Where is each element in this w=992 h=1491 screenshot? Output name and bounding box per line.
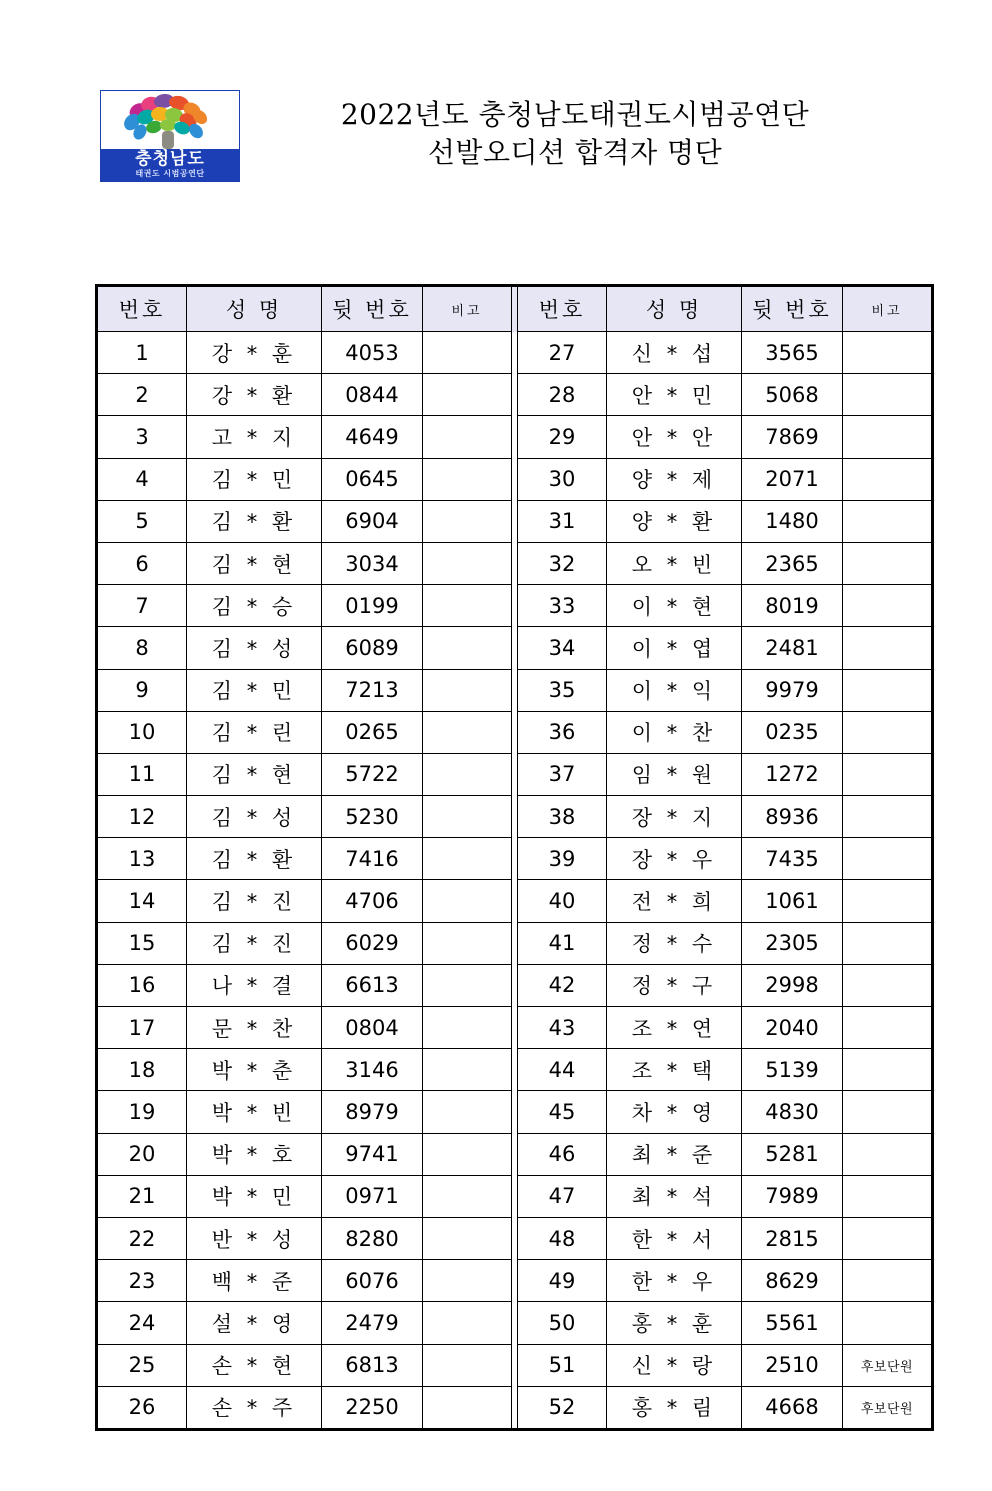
cell-no: 22 bbox=[97, 1217, 187, 1259]
cell-name: 전 * 희 bbox=[607, 880, 742, 922]
cell-note bbox=[843, 711, 933, 753]
cell-name: 김 * 현 bbox=[187, 753, 322, 795]
cell-note bbox=[423, 753, 512, 795]
cell-name: 김 * 진 bbox=[187, 922, 322, 964]
cell-num: 5281 bbox=[742, 1133, 843, 1175]
cell-name: 조 * 연 bbox=[607, 1007, 742, 1049]
cell-name: 김 * 진 bbox=[187, 880, 322, 922]
cell-no: 13 bbox=[97, 838, 187, 880]
cell-num: 2250 bbox=[322, 1386, 423, 1429]
cell-name: 이 * 현 bbox=[607, 585, 742, 627]
cell-name: 한 * 우 bbox=[607, 1260, 742, 1302]
table-row bbox=[97, 1133, 933, 1175]
cell-num: 6613 bbox=[322, 964, 423, 1006]
roster-table bbox=[95, 284, 934, 1431]
cell-name: 차 * 영 bbox=[607, 1091, 742, 1133]
cell-num: 9979 bbox=[742, 669, 843, 711]
cell-name: 조 * 택 bbox=[607, 1049, 742, 1091]
cell-num: 7989 bbox=[742, 1175, 843, 1217]
cell-note bbox=[423, 416, 512, 458]
cell-num: 7435 bbox=[742, 838, 843, 880]
cell-name: 김 * 현 bbox=[187, 542, 322, 584]
cell-note bbox=[843, 964, 933, 1006]
cell-no: 36 bbox=[518, 711, 607, 753]
logo-tree-icon bbox=[101, 91, 239, 151]
table-row bbox=[97, 880, 933, 922]
cell-no: 15 bbox=[97, 922, 187, 964]
cell-name: 문 * 찬 bbox=[187, 1007, 322, 1049]
cell-name: 정 * 구 bbox=[607, 964, 742, 1006]
cell-num: 1061 bbox=[742, 880, 843, 922]
cell-num: 5561 bbox=[742, 1302, 843, 1344]
cell-num: 1480 bbox=[742, 500, 843, 542]
table-body bbox=[97, 332, 933, 1430]
cell-name: 안 * 안 bbox=[607, 416, 742, 458]
cell-note bbox=[843, 1302, 933, 1344]
logo-banner-subtitle: 태권도 시범공연단 bbox=[135, 169, 205, 178]
cell-note bbox=[423, 1344, 512, 1386]
cell-num: 8629 bbox=[742, 1260, 843, 1302]
logo-banner bbox=[101, 149, 239, 181]
cell-name: 김 * 성 bbox=[187, 796, 322, 838]
cell-name: 최 * 준 bbox=[607, 1133, 742, 1175]
cell-name: 장 * 우 bbox=[607, 838, 742, 880]
table-row bbox=[97, 500, 933, 542]
cell-note bbox=[423, 1133, 512, 1175]
cell-note: 후보단원 bbox=[843, 1386, 933, 1429]
cell-name: 강 * 훈 bbox=[187, 332, 322, 374]
cell-no: 46 bbox=[518, 1133, 607, 1175]
cell-no: 17 bbox=[97, 1007, 187, 1049]
cell-num: 0265 bbox=[322, 711, 423, 753]
cell-note bbox=[423, 542, 512, 584]
cell-no: 6 bbox=[97, 542, 187, 584]
table-row bbox=[97, 1260, 933, 1302]
cell-num: 9741 bbox=[322, 1133, 423, 1175]
cell-num: 7416 bbox=[322, 838, 423, 880]
cell-num: 5722 bbox=[322, 753, 423, 795]
cell-note bbox=[423, 838, 512, 880]
cell-note bbox=[423, 1386, 512, 1429]
cell-num: 6813 bbox=[322, 1344, 423, 1386]
cell-note bbox=[843, 753, 933, 795]
cell-name: 강 * 환 bbox=[187, 374, 322, 416]
cell-note bbox=[843, 374, 933, 416]
cell-num: 5139 bbox=[742, 1049, 843, 1091]
table-row bbox=[97, 1007, 933, 1049]
cell-note bbox=[423, 796, 512, 838]
header-note-right: 비고 bbox=[843, 286, 933, 332]
cell-note bbox=[423, 1091, 512, 1133]
cell-name: 김 * 환 bbox=[187, 838, 322, 880]
cell-num: 4668 bbox=[742, 1386, 843, 1429]
cell-no: 24 bbox=[97, 1302, 187, 1344]
table-row bbox=[97, 1049, 933, 1091]
cell-num: 2815 bbox=[742, 1217, 843, 1259]
cell-note bbox=[843, 585, 933, 627]
cell-num: 8936 bbox=[742, 796, 843, 838]
cell-num: 2998 bbox=[742, 964, 843, 1006]
cell-no: 27 bbox=[518, 332, 607, 374]
table-row bbox=[97, 838, 933, 880]
cell-name: 이 * 찬 bbox=[607, 711, 742, 753]
cell-note bbox=[423, 1302, 512, 1344]
cell-no: 20 bbox=[97, 1133, 187, 1175]
cell-name: 박 * 빈 bbox=[187, 1091, 322, 1133]
cell-no: 47 bbox=[518, 1175, 607, 1217]
cell-no: 12 bbox=[97, 796, 187, 838]
table-row bbox=[97, 711, 933, 753]
cell-no: 50 bbox=[518, 1302, 607, 1344]
cell-num: 1272 bbox=[742, 753, 843, 795]
table-row bbox=[97, 1217, 933, 1259]
cell-num: 0804 bbox=[322, 1007, 423, 1049]
cell-note bbox=[843, 1133, 933, 1175]
cell-no: 26 bbox=[97, 1386, 187, 1429]
cell-name: 김 * 환 bbox=[187, 500, 322, 542]
cell-no: 30 bbox=[518, 458, 607, 500]
cell-num: 4706 bbox=[322, 880, 423, 922]
page-title bbox=[255, 96, 895, 172]
cell-num: 8019 bbox=[742, 585, 843, 627]
cell-name: 홍 * 림 bbox=[607, 1386, 742, 1429]
cell-no: 48 bbox=[518, 1217, 607, 1259]
cell-num: 2479 bbox=[322, 1302, 423, 1344]
cell-no: 5 bbox=[97, 500, 187, 542]
cell-name: 김 * 성 bbox=[187, 627, 322, 669]
cell-note bbox=[423, 627, 512, 669]
cell-num: 0971 bbox=[322, 1175, 423, 1217]
cell-name: 박 * 호 bbox=[187, 1133, 322, 1175]
cell-num: 3565 bbox=[742, 332, 843, 374]
cell-note bbox=[423, 1217, 512, 1259]
cell-name: 설 * 영 bbox=[187, 1302, 322, 1344]
cell-num: 0235 bbox=[742, 711, 843, 753]
cell-num: 2071 bbox=[742, 458, 843, 500]
table-row bbox=[97, 542, 933, 584]
cell-num: 0844 bbox=[322, 374, 423, 416]
cell-no: 16 bbox=[97, 964, 187, 1006]
cell-note bbox=[423, 500, 512, 542]
cell-name: 신 * 랑 bbox=[607, 1344, 742, 1386]
cell-note bbox=[843, 880, 933, 922]
cell-note bbox=[843, 458, 933, 500]
cell-note bbox=[423, 1049, 512, 1091]
cell-no: 33 bbox=[518, 585, 607, 627]
cell-no: 19 bbox=[97, 1091, 187, 1133]
page-title-line2: 선발오디션 합격자 명단 bbox=[427, 136, 723, 169]
table-row bbox=[97, 796, 933, 838]
cell-no: 52 bbox=[518, 1386, 607, 1429]
cell-name: 신 * 섭 bbox=[607, 332, 742, 374]
cell-no: 42 bbox=[518, 964, 607, 1006]
cell-no: 32 bbox=[518, 542, 607, 584]
cell-no: 45 bbox=[518, 1091, 607, 1133]
cell-num: 6076 bbox=[322, 1260, 423, 1302]
table-row bbox=[97, 669, 933, 711]
cell-num: 8979 bbox=[322, 1091, 423, 1133]
cell-name: 이 * 익 bbox=[607, 669, 742, 711]
cell-note bbox=[423, 1175, 512, 1217]
cell-num: 8280 bbox=[322, 1217, 423, 1259]
cell-no: 10 bbox=[97, 711, 187, 753]
cell-no: 51 bbox=[518, 1344, 607, 1386]
cell-note bbox=[843, 416, 933, 458]
table-row bbox=[97, 1344, 933, 1386]
cell-name: 반 * 성 bbox=[187, 1217, 322, 1259]
cell-note bbox=[843, 1049, 933, 1091]
cell-note bbox=[843, 1175, 933, 1217]
table-row bbox=[97, 627, 933, 669]
cell-num: 2481 bbox=[742, 627, 843, 669]
cell-note bbox=[843, 1260, 933, 1302]
cell-name: 김 * 승 bbox=[187, 585, 322, 627]
cell-no: 44 bbox=[518, 1049, 607, 1091]
cell-note bbox=[843, 838, 933, 880]
header-num-left: 뒷 번호 bbox=[322, 286, 423, 332]
cell-name: 최 * 석 bbox=[607, 1175, 742, 1217]
cell-num: 2365 bbox=[742, 542, 843, 584]
cell-num: 6089 bbox=[322, 627, 423, 669]
cell-num: 0199 bbox=[322, 585, 423, 627]
cell-no: 41 bbox=[518, 922, 607, 964]
cell-num: 2510 bbox=[742, 1344, 843, 1386]
cell-name: 홍 * 훈 bbox=[607, 1302, 742, 1344]
table-row bbox=[97, 332, 933, 374]
cell-no: 9 bbox=[97, 669, 187, 711]
table-row bbox=[97, 1302, 933, 1344]
table-header bbox=[97, 286, 933, 332]
table-row bbox=[97, 585, 933, 627]
cell-num: 6029 bbox=[322, 922, 423, 964]
cell-no: 2 bbox=[97, 374, 187, 416]
cell-name: 양 * 제 bbox=[607, 458, 742, 500]
header-no-right: 번호 bbox=[518, 286, 607, 332]
table-row bbox=[97, 753, 933, 795]
table-row bbox=[97, 416, 933, 458]
cell-name: 김 * 린 bbox=[187, 711, 322, 753]
cell-note bbox=[843, 796, 933, 838]
cell-no: 31 bbox=[518, 500, 607, 542]
cell-no: 43 bbox=[518, 1007, 607, 1049]
page-title-line1: 2022년도 충청남도태권도시범공연단 bbox=[340, 98, 810, 131]
cell-note bbox=[423, 922, 512, 964]
cell-no: 3 bbox=[97, 416, 187, 458]
cell-no: 11 bbox=[97, 753, 187, 795]
cell-no: 39 bbox=[518, 838, 607, 880]
roster-table-container bbox=[95, 284, 914, 1431]
cell-name: 나 * 결 bbox=[187, 964, 322, 1006]
header-name-left: 성 명 bbox=[187, 286, 322, 332]
cell-note: 후보단원 bbox=[843, 1344, 933, 1386]
cell-note bbox=[843, 1091, 933, 1133]
cell-no: 38 bbox=[518, 796, 607, 838]
cell-name: 손 * 주 bbox=[187, 1386, 322, 1429]
cell-no: 37 bbox=[518, 753, 607, 795]
cell-no: 1 bbox=[97, 332, 187, 374]
cell-no: 18 bbox=[97, 1049, 187, 1091]
cell-num: 4649 bbox=[322, 416, 423, 458]
cell-no: 7 bbox=[97, 585, 187, 627]
cell-note bbox=[843, 542, 933, 584]
cell-name: 박 * 민 bbox=[187, 1175, 322, 1217]
table-row bbox=[97, 1091, 933, 1133]
cell-no: 14 bbox=[97, 880, 187, 922]
header-num-right: 뒷 번호 bbox=[742, 286, 843, 332]
cell-name: 안 * 민 bbox=[607, 374, 742, 416]
cell-num: 7869 bbox=[742, 416, 843, 458]
cell-name: 백 * 준 bbox=[187, 1260, 322, 1302]
cell-no: 29 bbox=[518, 416, 607, 458]
cell-num: 4830 bbox=[742, 1091, 843, 1133]
cell-num: 5068 bbox=[742, 374, 843, 416]
chungnam-taekwondo-logo bbox=[100, 90, 240, 182]
cell-note bbox=[423, 964, 512, 1006]
cell-no: 23 bbox=[97, 1260, 187, 1302]
cell-num: 2040 bbox=[742, 1007, 843, 1049]
logo-banner-title: 충청남도 bbox=[135, 149, 205, 169]
cell-no: 8 bbox=[97, 627, 187, 669]
cell-no: 21 bbox=[97, 1175, 187, 1217]
cell-name: 김 * 민 bbox=[187, 458, 322, 500]
cell-note bbox=[843, 669, 933, 711]
cell-no: 34 bbox=[518, 627, 607, 669]
document-header bbox=[0, 88, 992, 200]
cell-no: 49 bbox=[518, 1260, 607, 1302]
cell-note bbox=[423, 374, 512, 416]
cell-note bbox=[843, 627, 933, 669]
cell-note bbox=[423, 585, 512, 627]
cell-name: 이 * 엽 bbox=[607, 627, 742, 669]
cell-name: 임 * 원 bbox=[607, 753, 742, 795]
cell-note bbox=[843, 332, 933, 374]
cell-name: 김 * 민 bbox=[187, 669, 322, 711]
cell-name: 한 * 서 bbox=[607, 1217, 742, 1259]
cell-no: 4 bbox=[97, 458, 187, 500]
cell-name: 손 * 현 bbox=[187, 1344, 322, 1386]
cell-name: 양 * 환 bbox=[607, 500, 742, 542]
cell-note bbox=[423, 669, 512, 711]
cell-num: 0645 bbox=[322, 458, 423, 500]
cell-no: 25 bbox=[97, 1344, 187, 1386]
table-row bbox=[97, 964, 933, 1006]
cell-name: 박 * 춘 bbox=[187, 1049, 322, 1091]
cell-num: 6904 bbox=[322, 500, 423, 542]
table-row bbox=[97, 1386, 933, 1429]
cell-note bbox=[423, 458, 512, 500]
cell-num: 2305 bbox=[742, 922, 843, 964]
table-row bbox=[97, 922, 933, 964]
cell-note bbox=[843, 922, 933, 964]
cell-note bbox=[423, 711, 512, 753]
table-row bbox=[97, 1175, 933, 1217]
cell-note bbox=[423, 1007, 512, 1049]
cell-num: 3034 bbox=[322, 542, 423, 584]
cell-note bbox=[843, 1007, 933, 1049]
header-row bbox=[97, 286, 933, 332]
cell-no: 28 bbox=[518, 374, 607, 416]
cell-name: 고 * 지 bbox=[187, 416, 322, 458]
cell-num: 5230 bbox=[322, 796, 423, 838]
cell-name: 장 * 지 bbox=[607, 796, 742, 838]
cell-no: 40 bbox=[518, 880, 607, 922]
cell-note bbox=[843, 1217, 933, 1259]
cell-note bbox=[423, 1260, 512, 1302]
header-name-right: 성 명 bbox=[607, 286, 742, 332]
cell-name: 오 * 빈 bbox=[607, 542, 742, 584]
table-row bbox=[97, 458, 933, 500]
header-no-left: 번호 bbox=[97, 286, 187, 332]
cell-note bbox=[423, 880, 512, 922]
cell-num: 4053 bbox=[322, 332, 423, 374]
cell-no: 35 bbox=[518, 669, 607, 711]
cell-num: 7213 bbox=[322, 669, 423, 711]
cell-num: 3146 bbox=[322, 1049, 423, 1091]
table-row bbox=[97, 374, 933, 416]
cell-note bbox=[843, 500, 933, 542]
cell-note bbox=[423, 332, 512, 374]
header-note-left: 비고 bbox=[423, 286, 512, 332]
cell-name: 정 * 수 bbox=[607, 922, 742, 964]
